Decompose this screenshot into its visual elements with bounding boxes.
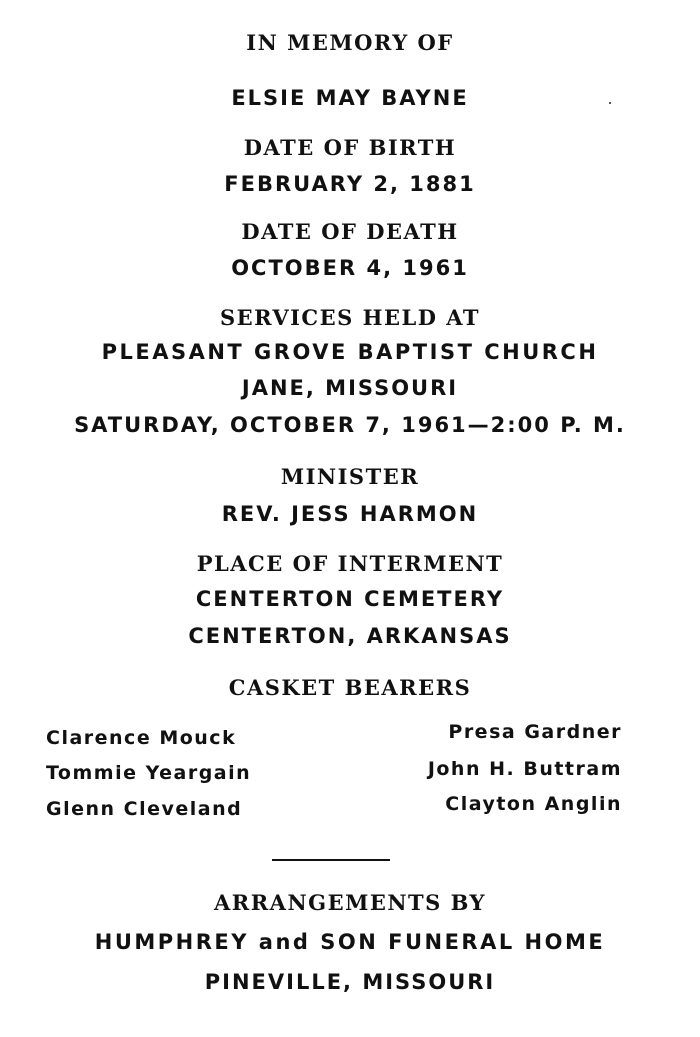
death-label: DATE OF DEATH xyxy=(241,219,459,244)
interment-cemetery: CENTERTON CEMETERY xyxy=(195,587,505,611)
minister-label: MINISTER xyxy=(280,464,420,489)
birth-date: FEBRUARY 2, 1881 xyxy=(224,172,476,196)
interment-label: PLACE OF INTERMENT xyxy=(196,551,504,576)
services-datetime: SATURDAY, OCTOBER 7, 1961—2:00 P. M. xyxy=(74,413,626,437)
minister-name: REV. JESS HARMON xyxy=(221,502,479,526)
section-divider xyxy=(272,859,390,861)
funeral-home-name: HUMPHREY and SON FUNERAL HOME xyxy=(94,930,606,954)
bearer-right-2: John H. Buttram xyxy=(427,758,622,780)
bearer-left-2: Tommie Yeargain xyxy=(46,762,252,784)
casket-bearers-label: CASKET BEARERS xyxy=(228,675,472,700)
deceased-name: ELSIE MAY BAYNE xyxy=(231,86,469,110)
bearer-left-3: Glenn Cleveland xyxy=(46,798,243,820)
funeral-home-location: PINEVILLE, MISSOURI xyxy=(204,970,496,994)
arrangements-label: ARRANGEMENTS BY xyxy=(213,890,487,915)
death-date: OCTOBER 4, 1961 xyxy=(231,256,469,280)
bearer-right-3: Clayton Anglin xyxy=(445,793,622,815)
birth-label: DATE OF BIRTH xyxy=(243,135,457,160)
services-label: SERVICES HELD AT xyxy=(219,305,481,330)
bearer-left-1: Clarence Mouck xyxy=(46,727,237,749)
bearer-right-1: Presa Gardner xyxy=(448,721,622,743)
interment-location: CENTERTON, ARKANSAS xyxy=(188,624,512,648)
services-church: PLEASANT GROVE BAPTIST CHURCH xyxy=(101,340,599,364)
services-location: JANE, MISSOURI xyxy=(241,376,459,400)
header-in-memory-of: IN MEMORY OF xyxy=(246,30,454,55)
scan-speck xyxy=(609,102,611,104)
